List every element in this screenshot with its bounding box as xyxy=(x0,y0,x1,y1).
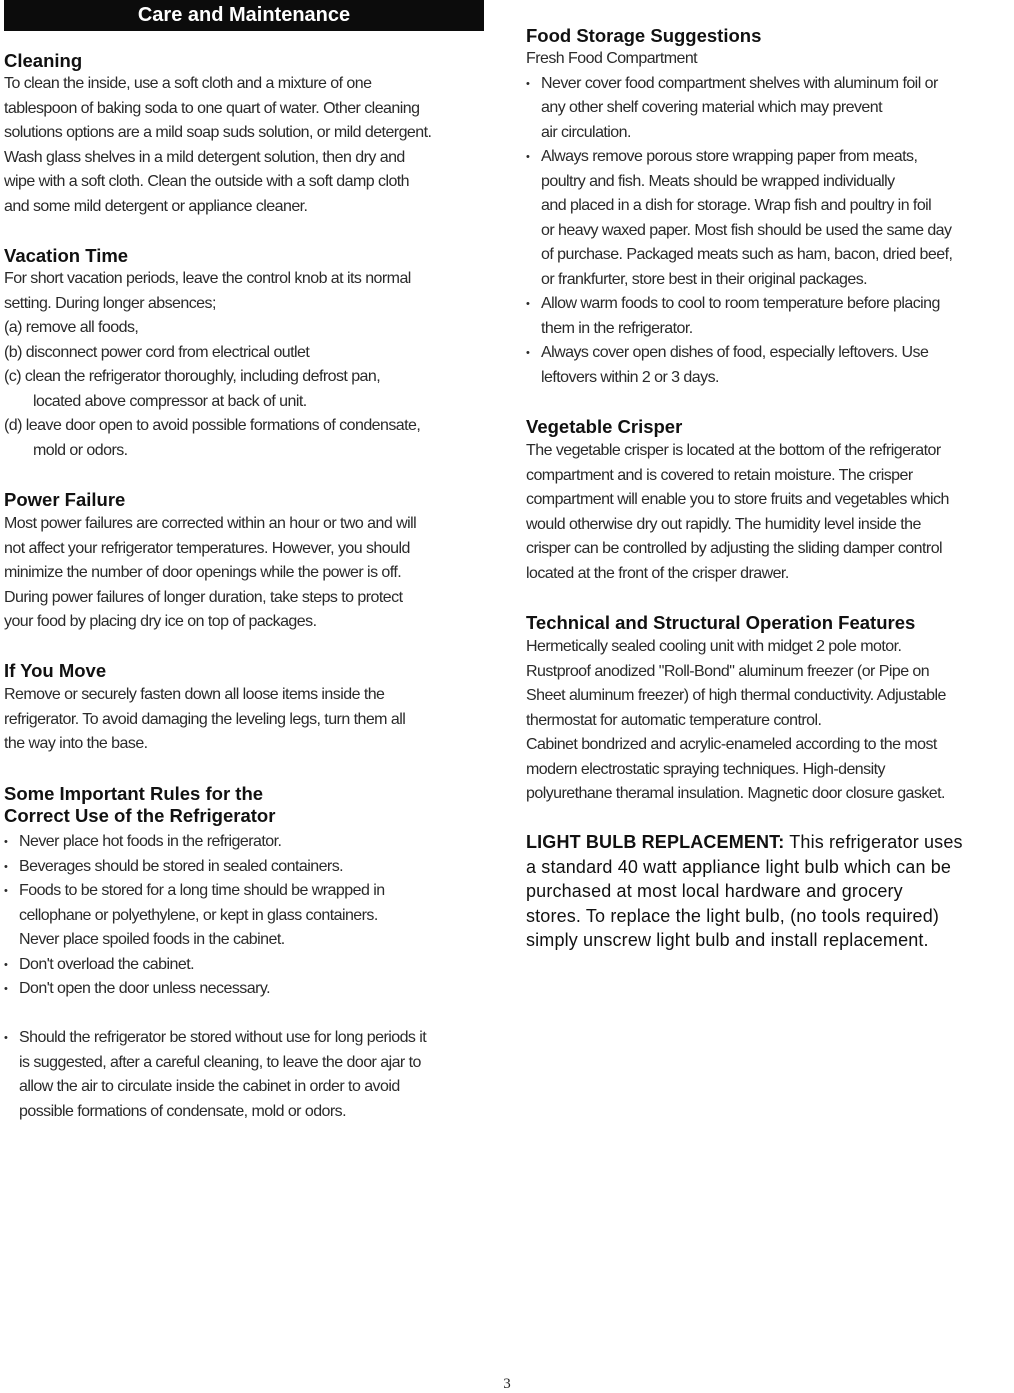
list-item: • Beverages should be stored in sealed containers. xyxy=(4,855,488,880)
section-banner: Care and Maintenance xyxy=(4,0,484,31)
power-failure-heading: Power Failure xyxy=(4,489,126,510)
list-item: • Should the refrigerator be stored without use for long periods it xyxy=(4,1026,488,1051)
list-item: • Always remove porous store wrapping paper from meats, xyxy=(526,145,1012,170)
list-item: • Don't open the door unless necessary. xyxy=(4,977,488,1002)
if-you-move-heading: If You Move xyxy=(4,660,107,681)
light-bulb-label: LIGHT BULB REPLACEMENT: xyxy=(526,832,785,852)
vegetable-crisper-heading: Vegetable Crisper xyxy=(526,416,683,437)
power-failure-text: Most power failures are corrected within an hour or two and will not affect your refrigerator temperatures. However, you should minimize the number of door openings while the power is off. During power failures of longer duration, take steps to protect your food by placing dry ice on top of packages. xyxy=(4,515,417,630)
food-storage-heading: Food Storage Suggestions xyxy=(526,25,762,46)
vacation-text: For short vacation periods, leave the control knob at its normal setting. During longer absences; (a) remove all foods, (b) disconnect power cord from electrical outlet (c) clean the refrigerator thoroughly, including defrost pan, located above compressor at back of unit. (d) leave door open to avoid possible formations of condensate, mold or odors. xyxy=(4,270,421,459)
technical-text: Hermetically sealed cooling unit with midget 2 pole motor. Rustproof anodized "Roll-Bond" aluminum freezer (or Pipe on Sheet aluminum freezer) of high thermal conductivity. Adjustable thermostat for automatic temperature control. Cabinet bondrized and acrylic-enameled according to the most modern electrostatic spraying techniques. High-density polyurethane theramal insulation. Magnetic door closure gasket. xyxy=(526,638,946,802)
vacation-heading: Vacation Time xyxy=(4,245,129,266)
if-you-move-text: Remove or securely fasten down all loose items inside the refrigerator. To avoid damaging the leveling legs, turn them all the way into the base. xyxy=(4,686,406,752)
list-item: • Don't overload the cabinet. xyxy=(4,953,488,978)
food-storage-text: Fresh Food Compartment • Never cover food compartment shelves with aluminum foil or any other shelf covering material which may prevent air circulation. • Always remove porous store wrapping paper from meats, poultry and fish. Meats should be wrapped individually and placed in a dish for storage. Wrap fish and poultry in foil or heavy waxed paper. Most fish should be used the same day of purchase. Packaged meats such as ham, bacon, dried beef, or frankfurter, store best in their original packages. • Allow warm foods to cool to room temperature before placing them in the refrigerator. • Always cover open dishes of food, especially leftovers. Use leftovers within 2 or 3 days. xyxy=(526,47,1012,390)
light-bulb-replacement: LIGHT BULB REPLACEMENT: This refrigerator uses a standard 40 watt appliance light bulb which can be purchased at most local hardware and grocery stores. To replace the light bulb, (no tools required) simply unscrew light bulb and install replacement. xyxy=(526,832,963,950)
list-item: • Allow warm foods to cool to room temperature before placing xyxy=(526,292,1012,317)
vegetable-crisper-text: The vegetable crisper is located at the bottom of the refrigerator compartment and is covered to retain moisture. The crisper compartment will enable you to store fruits and vegetables which would otherwise dry out rapidly. The humidity level inside the crisper can be controlled by adjusting the sliding damper control located at the front of the crisper drawer. xyxy=(526,442,949,582)
technical-heading: Technical and Structural Operation Features xyxy=(526,612,916,633)
list-item: • Foods to be stored for a long time should be wrapped in xyxy=(4,879,488,904)
food-subheading: Fresh Food Compartment xyxy=(526,50,698,67)
rules-list: • Never place hot foods in the refrigerator. • Beverages should be stored in sealed containers. • Foods to be stored for a long time should be wrapped in cellophane or polyethylene, or kept in glass containers. Never place spoiled foods in the cabinet. • Don't overload the cabinet. • Don't open the door unless necessary. • Should the refrigerator be stored without use for long periods it is suggested, after a careful cleaning, to leave the door ajar to allow the air to circulate inside the cabinet in order to avoid possible formations of condensate, mold or odors. xyxy=(4,830,488,1124)
page-number: 3 xyxy=(503,1376,511,1392)
cleaning-text: To clean the inside, use a soft cloth and a mixture of one tablespoon of baking soda to one quart of water. Other cleaning solutions options are a mild soap suds solution, or mild detergent. Wash glass shelves in a mild detergent solution, then dry and wipe with a soft cloth. Clean the outside with a soft damp cloth and some mild detergent or appliance cleaner. xyxy=(4,75,432,215)
cleaning-heading: Cleaning xyxy=(4,50,83,71)
list-item: • Never place hot foods in the refrigerator. xyxy=(4,830,488,855)
list-item: • Always cover open dishes of food, especially leftovers. Use xyxy=(526,341,1012,366)
list-item: • Never cover food compartment shelves with aluminum foil or xyxy=(526,72,1012,97)
rules-heading: Some Important Rules for the Correct Use of the Refrigerator xyxy=(4,783,276,826)
